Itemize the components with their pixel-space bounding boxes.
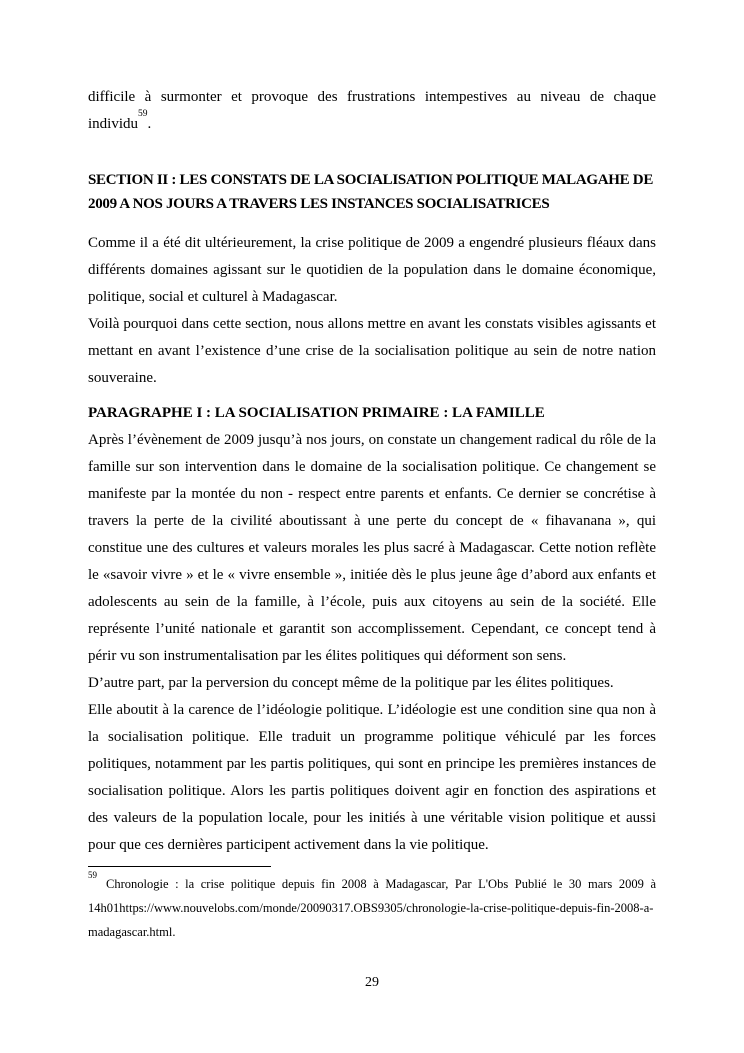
intro-paragraph (88, 84, 656, 138)
footnote-marker: 59 (88, 869, 97, 880)
intro-paragraph-text: difficile à surmonter et provoque des frustrations intempestives au niveau de chaque individu (88, 89, 656, 132)
page-number: 29 (365, 975, 379, 990)
paragraph-ideologie: Elle aboutit à la carence de l’idéologie politique. L’idéologie est une condition sine qua non à la socialisation politique. Elle traduit un programme politique véhiculé par les forces politiques, notamment par les partis politiques, qui sont en principe les premières instances de socialisation politique. Alors les partis politiques doivent agir en fonction des aspirations et des valeurs de la population locale, pour les initiés à une véritable vision politique et aussi pour que ces dernières participent activement dans la vie politique. (88, 702, 656, 853)
footnote-separator (88, 866, 271, 867)
footnote-area (88, 866, 656, 944)
paragraph-perversion: D’autre part, par la perversion du concept même de la politique par les élites politiques. (88, 675, 614, 691)
paragraph-voila-pourquoi: Voilà pourquoi dans cette section, nous allons mettre en avant les constats visibles agissants et mettant en avant l’existence d’une crise de la socialisation politique au sein de notre nation souveraine. (88, 316, 656, 386)
paragraph-constats-intro: Comme il a été dit ultérieurement, la crise politique de 2009 a engendré plusieurs fléaux dans différents domaines agissant sur le quotidien de la population dans le domaine économique, politique, social et culturel à Madagascar. (88, 235, 656, 305)
intro-paragraph-period: . (147, 116, 152, 132)
section-heading: SECTION II : LES CONSTATS DE LA SOCIALISATION POLITIQUE MALAGAHE DE 2009 A NOS JOURS A TRAVERS LES INSTANCES SOCIALISATRICES (88, 172, 654, 212)
footnote-reference: 59 (138, 109, 148, 119)
page-content (88, 84, 656, 859)
footnote (88, 869, 656, 944)
paragraphe-heading: PARAGRAPHE I : LA SOCIALISATION PRIMAIRE : LA FAMILLE (88, 405, 545, 421)
footnote-text: Chronologie : la crise politique depuis fin 2008 à Madagascar, Par L'Obs Publié le 30 mars 2009 à 14h01https://www.nouvelobs.com/monde/20090317.OBS9305/chronologie-la-crise-politique-depuis-fin-2008-a-madagascar.html. (88, 877, 656, 939)
paragraph-famille: Après l’évènement de 2009 jusqu’à nos jours, on constate un changement radical du rôle de la famille sur son intervention dans le domaine de la socialisation politique. Ce changement se manifeste par la montée du non - respect entre parents et enfants. Ce dernier se concrétise à travers la perte de la civilité aboutissant à une perte du concept de « fihavanana », qui constitue une des cultures et valeurs morales les plus sacré à Madagascar. Cette notion reflète le «savoir vivre » et le « vivre ensemble », initiée dès le plus jeune âge d’abord aux enfants et adolescents au sein de la famille, à l’école, puis aux citoyens au sein de la société. Elle représente l’unité nationale et garantit son accomplissement. Cependant, ce concept tend à périr vu son instrumentalisation par les élites politiques qui déforment son sens. (88, 432, 656, 664)
